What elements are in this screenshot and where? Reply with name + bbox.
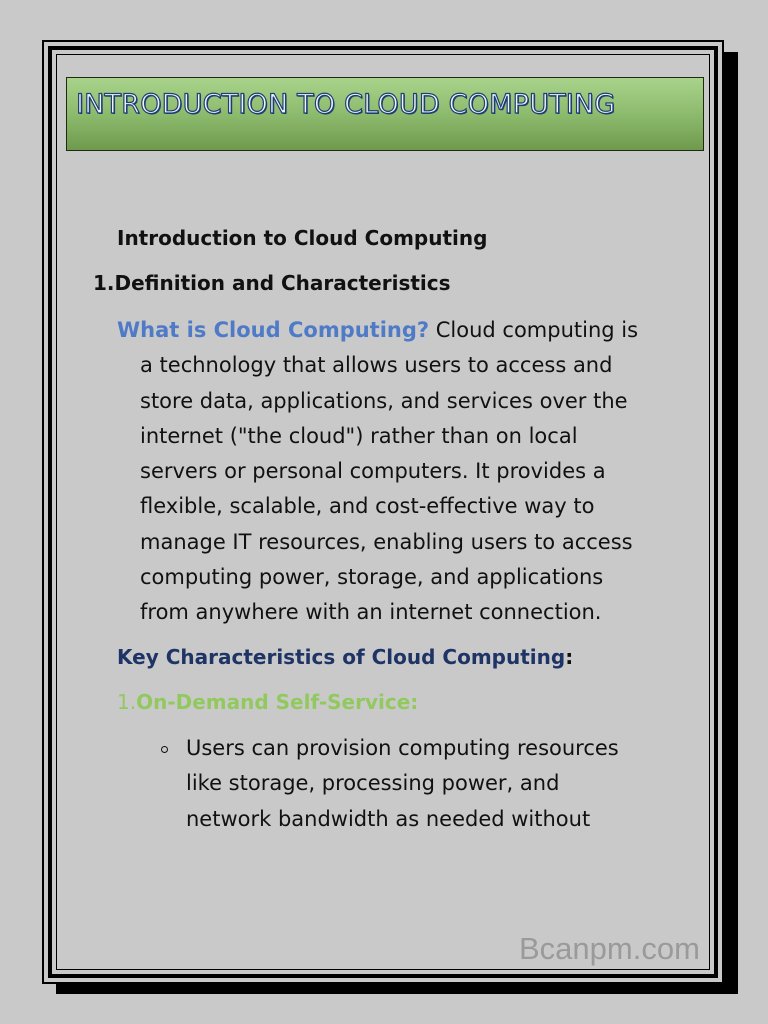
intro-heading: Introduction to Cloud Computing — [117, 226, 488, 250]
paragraph-line: from anywhere with an internet connection. — [140, 600, 602, 625]
paragraph-text: Cloud computing is — [429, 318, 639, 342]
bullet-line: Users can provision computing resources — [186, 736, 619, 760]
what-is-paragraph — [117, 313, 677, 631]
title-banner — [66, 77, 704, 151]
paragraph-line: internet ("the cloud") rather than on local — [140, 423, 578, 448]
paragraph-line: flexible, scalable, and cost-effective way to — [140, 494, 595, 519]
paragraph-line: manage IT resources, enabling users to access — [140, 529, 633, 554]
key-characteristics-colon: : — [565, 645, 574, 669]
paragraph-line — [117, 313, 677, 348]
on-demand-label: On-Demand Self-Service: — [136, 690, 419, 714]
what-is-question: What is Cloud Computing? — [117, 318, 430, 342]
key-characteristics-label: Key Characteristics of Cloud Computing — [117, 645, 566, 669]
page-title: INTRODUCTION TO CLOUD COMPUTING — [76, 89, 616, 120]
watermark: Bcanpm.com — [519, 931, 700, 966]
circle-bullet-icon — [161, 746, 168, 753]
bullet-text — [186, 731, 619, 837]
bullet-line: network bandwidth as needed without — [186, 806, 591, 831]
paragraph-line: computing power, storage, and applications — [140, 565, 604, 590]
list-number: 1. — [117, 690, 137, 714]
on-demand-heading — [117, 688, 418, 716]
bullet-line: like storage, processing power, and — [186, 771, 560, 796]
paragraph-line: store data, applications, and services over the — [140, 388, 628, 413]
definition-heading: 1.Definition and Characteristics — [93, 271, 451, 295]
paragraph-line: servers or personal computers. It provides a — [140, 459, 606, 484]
key-characteristics-heading — [117, 643, 573, 671]
paragraph-line: a technology that allows users to access and — [140, 353, 613, 378]
